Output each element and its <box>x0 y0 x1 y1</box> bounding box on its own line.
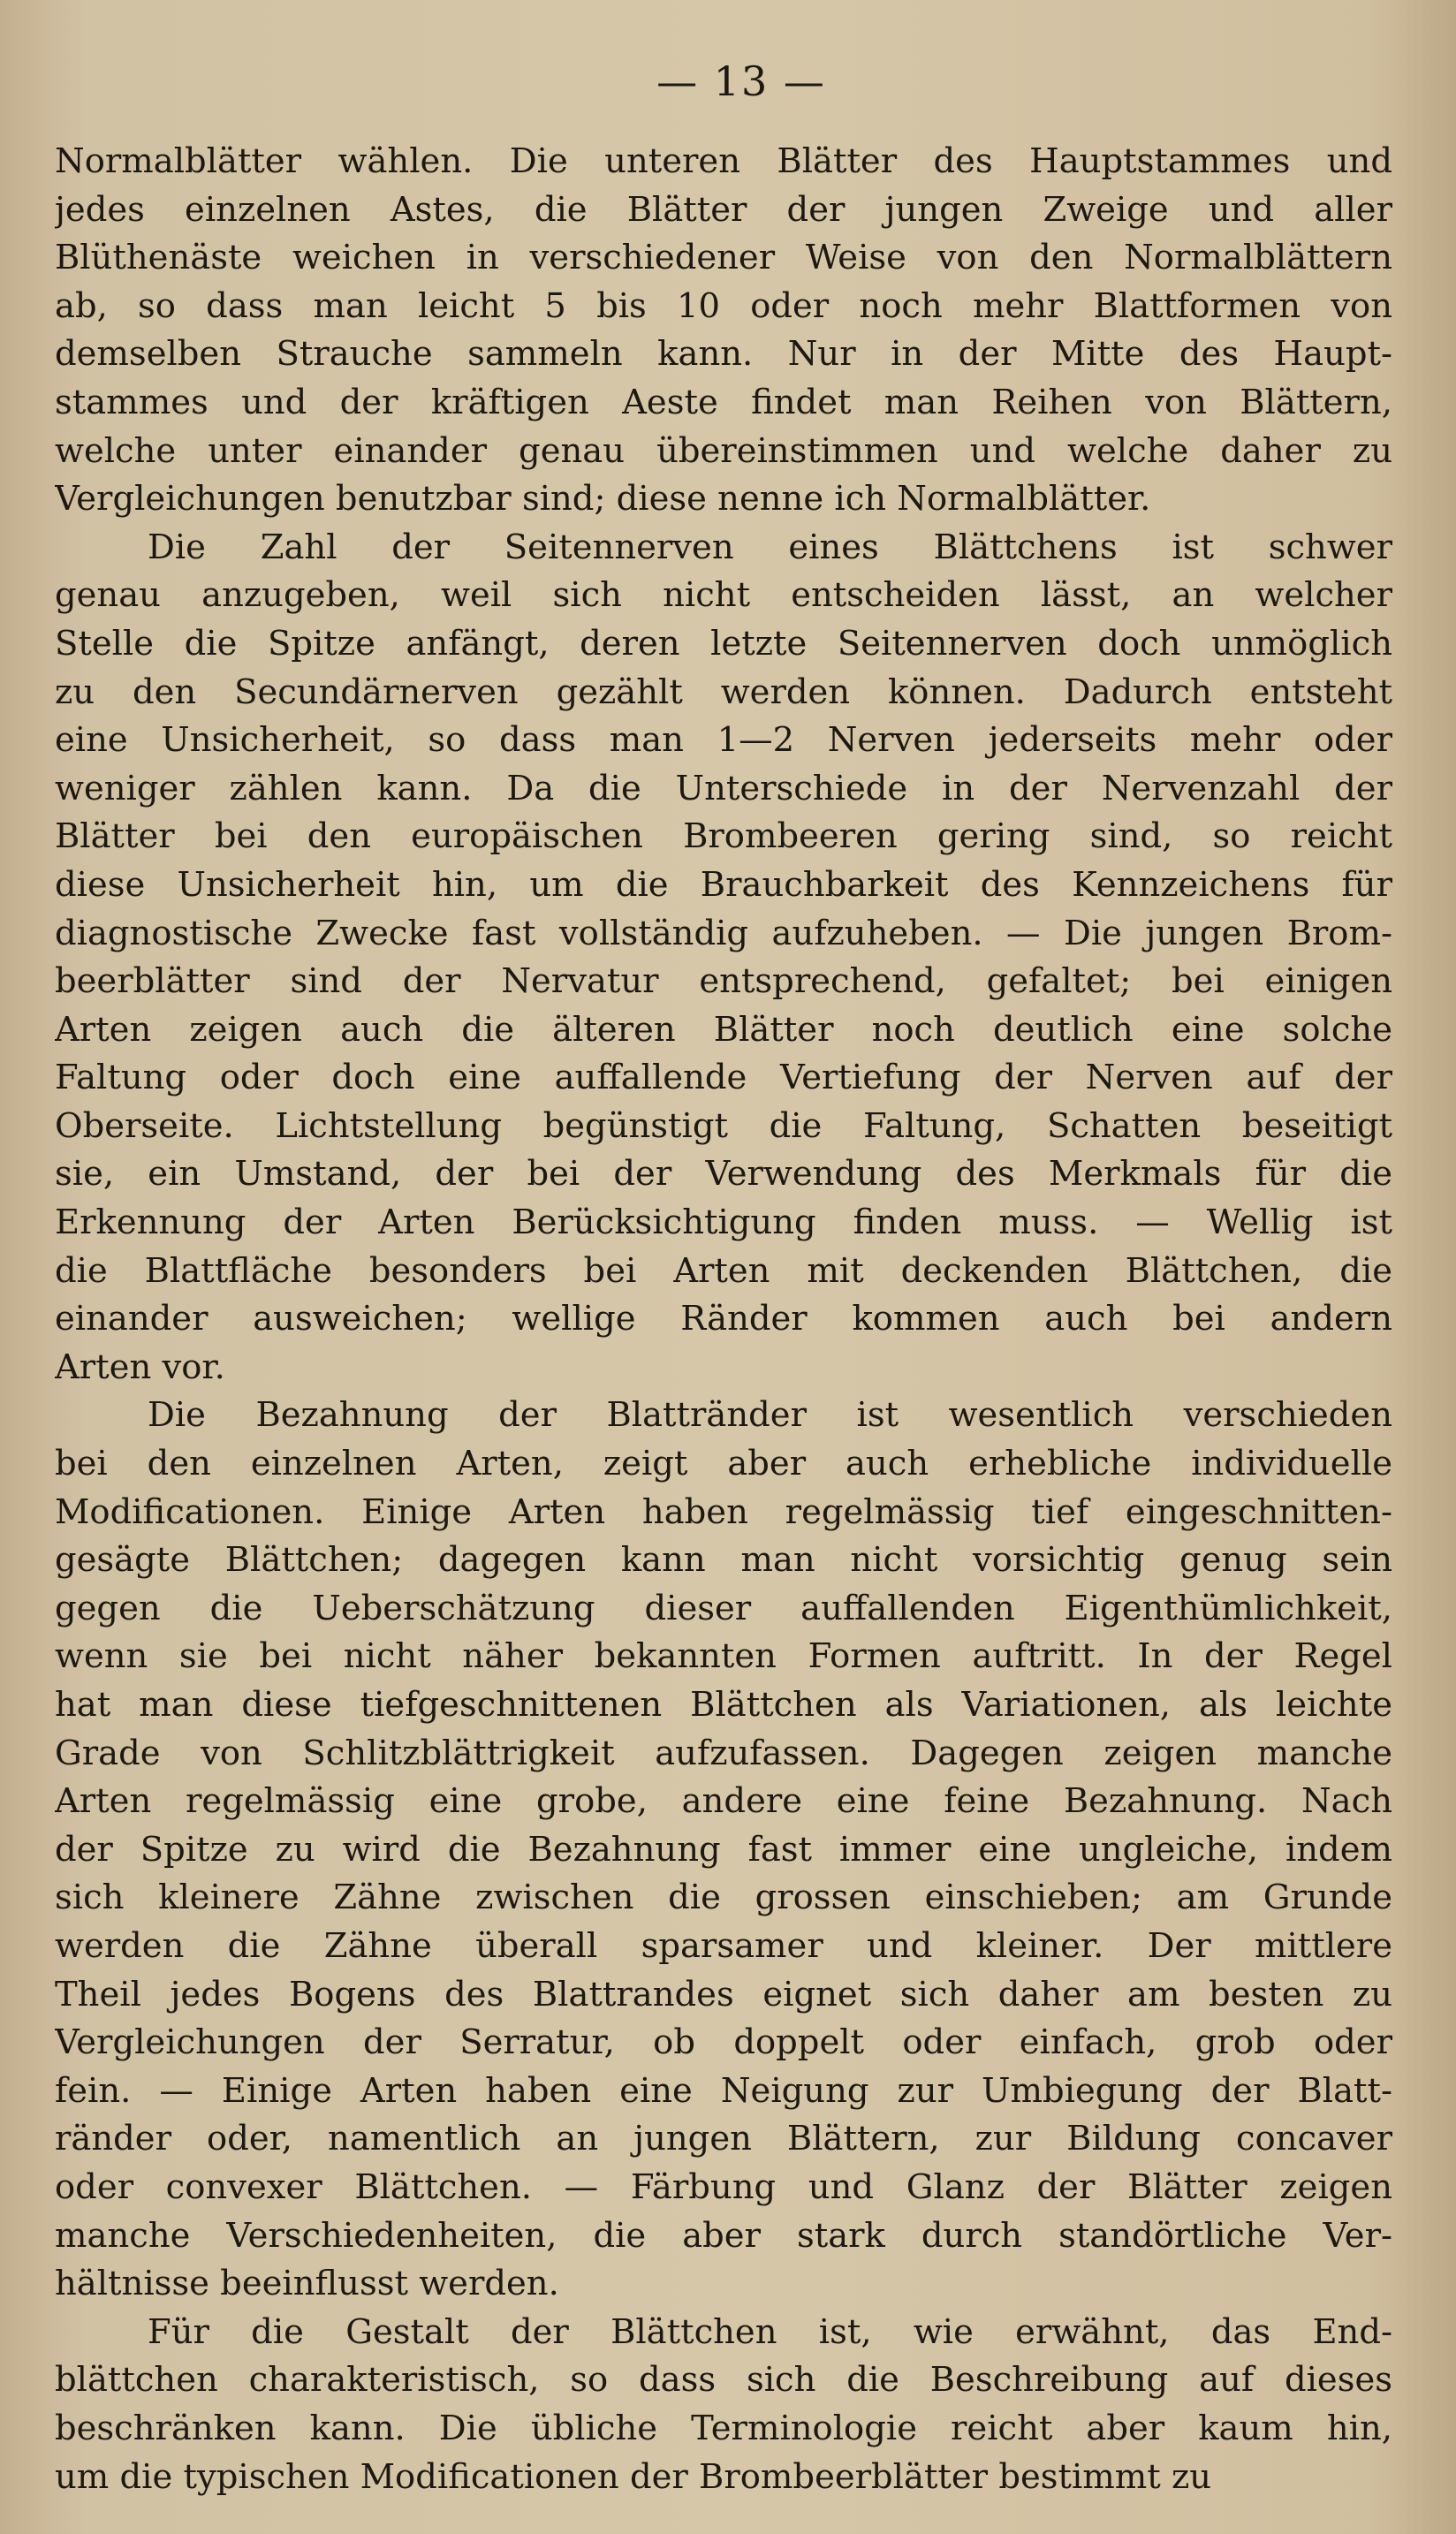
text-line: Normalblätter wählen. Die unteren Blätter des Hauptstammes und <box>55 141 1392 181</box>
text-line: hat man diese tiefgeschnittenen Blättchen als Variationen, als leichte <box>55 1685 1392 1725</box>
text-line: Oberseite. Lichtstellung begünstigt die Faltung, Schatten beseitigt <box>55 1105 1392 1146</box>
text-line: welche unter einander genau übereinstimmen und welche daher zu <box>55 430 1392 471</box>
text-line: Stelle die Spitze anfängt, deren letzte Seitennerven doch unmöglich <box>55 623 1392 664</box>
text-line: gegen die Ueberschätzung dieser auffallenden Eigenthümlichkeit, <box>55 1588 1392 1628</box>
text-line: Die Zahl der Seitennerven eines Blättchens ist schwer <box>148 527 1392 567</box>
text-line: sich kleinere Zähne zwischen die grossen einschieben; am Grunde <box>55 1878 1392 1918</box>
text-line: gesägte Blättchen; dagegen kann man nicht vorsichtig genug sein <box>55 1540 1392 1581</box>
paragraph <box>55 138 1392 524</box>
text-line: Erkennung der Arten Berücksichtigung finden muss. — Wellig ist <box>55 1203 1392 1243</box>
text-line: Grade von Schlitzblättrigkeit aufzufassen. Dagegen zeigen manche <box>55 1733 1392 1773</box>
text-line: genau anzugeben, weil sich nicht entscheiden lässt, an welcher <box>55 575 1392 616</box>
text-line: beschränken kann. Die übliche Terminologie reicht aber kaum hin, <box>55 2408 1392 2448</box>
paragraph <box>55 2309 1392 2501</box>
text-line: hältnisse beeinflusst werden. <box>55 2264 559 2304</box>
text-line: diese Unsicherheit hin, um die Brauchbarkeit des Kennzeichens für <box>55 864 1392 905</box>
text-line: bei den einzelnen Arten, zeigt aber auch erhebliche individuelle <box>55 1444 1392 1484</box>
text-line: Modificationen. Einige Arten haben regelmässig tief eingeschnitten- <box>55 1491 1392 1532</box>
text-line: Faltung oder doch eine auffallende Vertiefung der Nerven auf der <box>55 1058 1392 1098</box>
text-line: Für die Gestalt der Blättchen ist, wie erwähnt, das End- <box>148 2311 1392 2352</box>
text-line: die Blattfläche besonders bei Arten mit deckenden Blättchen, die <box>55 1250 1392 1291</box>
text-line: blättchen charakteristisch, so dass sich die Beschreibung auf dieses <box>55 2360 1392 2401</box>
text-line: fein. — Einige Arten haben eine Neigung zur Umbiegung der Blatt- <box>55 2070 1392 2111</box>
text-line: einander ausweichen; wellige Ränder kommen auch bei andern <box>55 1299 1392 1339</box>
text-line: werden die Zähne überall sparsamer und kleiner. Der mittlere <box>55 1925 1392 1966</box>
text-line: Arten vor. <box>55 1347 225 1387</box>
text-line: Die Bezahnung der Blattränder ist wesentlich verschieden <box>148 1395 1392 1436</box>
text-line: demselben Strauche sammeln kann. Nur in der Mitte des Haupt- <box>55 334 1392 375</box>
text-line: Blüthenäste weichen in verschiedener Weise von den Normalblättern <box>55 238 1392 278</box>
text-line: um die typischen Modificationen der Brombeerblätter bestimmt zu <box>55 2456 1212 2497</box>
body-text <box>55 138 1392 2501</box>
text-line: oder convexer Blättchen. — Färbung und Glanz der Blätter zeigen <box>55 2166 1392 2207</box>
text-line: ab, so dass man leicht 5 bis 10 oder noch mehr Blattformen von <box>55 285 1392 326</box>
text-line: diagnostische Zwecke fast vollständig aufzuheben. — Die jungen Brom- <box>55 913 1392 953</box>
text-line: zu den Secundärnerven gezählt werden können. Dadurch entsteht <box>55 671 1392 712</box>
text-line: Arten zeigen auch die älteren Blätter noch deutlich eine solche <box>55 1009 1392 1050</box>
text-line: Vergleichungen der Serratur, ob doppelt oder einfach, grob oder <box>55 2022 1392 2063</box>
text-line: eine Unsicherheit, so dass man 1—2 Nerven jederseits mehr oder <box>55 720 1392 761</box>
paragraph <box>55 524 1392 1392</box>
text-line: beerblätter sind der Nervatur entsprechend, gefaltet; bei einigen <box>55 961 1392 1002</box>
text-line: sie, ein Umstand, der bei der Verwendung des Merkmals für die <box>55 1154 1392 1195</box>
text-line: weniger zählen kann. Da die Unterschiede in der Nervenzahl der <box>55 768 1392 808</box>
text-line: Blätter bei den europäischen Brombeeren gering sind, so reicht <box>55 816 1392 857</box>
text-line: wenn sie bei nicht näher bekannten Formen auftritt. In der Regel <box>55 1636 1392 1677</box>
text-line: jedes einzelnen Astes, die Blätter der jungen Zweige und aller <box>55 189 1392 230</box>
text-line: der Spitze zu wird die Bezahnung fast immer eine ungleiche, indem <box>55 1829 1392 1870</box>
text-line: Arten regelmässig eine grobe, andere eine feine Bezahnung. Nach <box>55 1781 1392 1822</box>
page-number: — 13 — <box>656 57 826 105</box>
text-line: manche Verschiedenheiten, die aber stark durch standörtliche Ver- <box>55 2215 1392 2256</box>
text-line: Vergleichungen benutzbar sind; diese nenne ich Normalblätter. <box>55 479 1151 520</box>
text-line: Theil jedes Bogens des Blattrandes eignet sich daher am besten zu <box>55 1974 1392 2014</box>
paragraph <box>55 1392 1392 2308</box>
text-line: ränder oder, namentlich an jungen Blättern, zur Bildung concaver <box>55 2119 1392 2159</box>
text-line: stammes und der kräftigen Aeste findet man Reihen von Blättern, <box>55 382 1392 422</box>
